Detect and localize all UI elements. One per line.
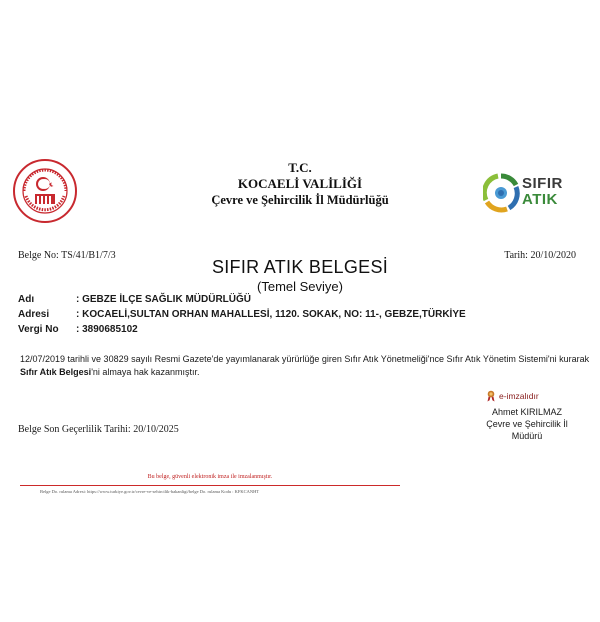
- field-value: : 3890685102: [76, 324, 138, 335]
- ribbon-award-icon: [486, 390, 496, 402]
- footer-signature-note: Bu belge, güvenli elektronik imza ile imzalanmıştır.: [147, 474, 273, 480]
- footer-divider: [20, 485, 400, 486]
- signatory-title-line2: Müdürü: [511, 431, 543, 441]
- footer-verification-address: Belge Do. rulama Adresi: https://www.turkiye.gov.tr/cevre-ve-sehircilik-bakanligi/belge Do. rulama Kodu : KFKCANHT: [40, 489, 260, 494]
- validity-date: Belge Son Geçerlilik Tarihi: 20/10/2025: [18, 424, 179, 435]
- field-value: : GEBZE İLÇE SAĞLIK MÜDÜRLÜĞÜ: [76, 294, 251, 305]
- document-number: Belge No: TS/41/B1/7/3: [18, 250, 116, 261]
- statement-part: 'ni almaya hak kazanmıştır.: [91, 367, 200, 377]
- e-signature-label: e-imzalıdır: [499, 391, 539, 401]
- statement-part: 12/07/2019 tarihli ve 30829 sayılı Resmi Gazete'de yayımlanarak yürürlüğe giren Sıfır Atık Yönetmeliği'nce Sıfır Atık Yönetim Sistemi'ni kurarak: [20, 354, 590, 364]
- document-date: Tarih: 20/10/2020: [504, 250, 576, 261]
- header-tc: T.C.: [288, 160, 312, 175]
- signatory-block: [482, 406, 572, 442]
- certificate-title: SIFIR ATIK BELGESİ: [211, 257, 389, 277]
- zero-waste-wordmark: [522, 176, 563, 208]
- statement-bold: Sıfır Atık Belgesi: [20, 367, 92, 377]
- certificate-statement: [20, 353, 590, 379]
- field-label: Adı: [18, 294, 35, 305]
- signatory-title-line1: Çevre ve Şehircilik İl: [486, 419, 568, 429]
- e-signature-badge: [486, 390, 539, 402]
- field-value: : KOCAELİ,SULTAN ORHAN MAHALLESİ, 1120. SOKAK, NO: 11-, GEBZE,TÜRKİYE: [76, 309, 466, 320]
- certificate-level: (Temel Seviye): [257, 279, 343, 294]
- wordmark-line2: ATIK: [522, 191, 558, 208]
- header-governorship: KOCAELİ VALİLİĞİ: [237, 176, 363, 191]
- field-label: Adresi: [18, 309, 50, 320]
- wordmark-line1: SIFIR: [522, 175, 563, 192]
- header-directorate: Çevre ve Şehircilik İl Müdürlüğü: [211, 193, 389, 207]
- field-label: Vergi No: [18, 324, 59, 335]
- signatory-name: Ahmet KIRILMAZ: [491, 407, 563, 417]
